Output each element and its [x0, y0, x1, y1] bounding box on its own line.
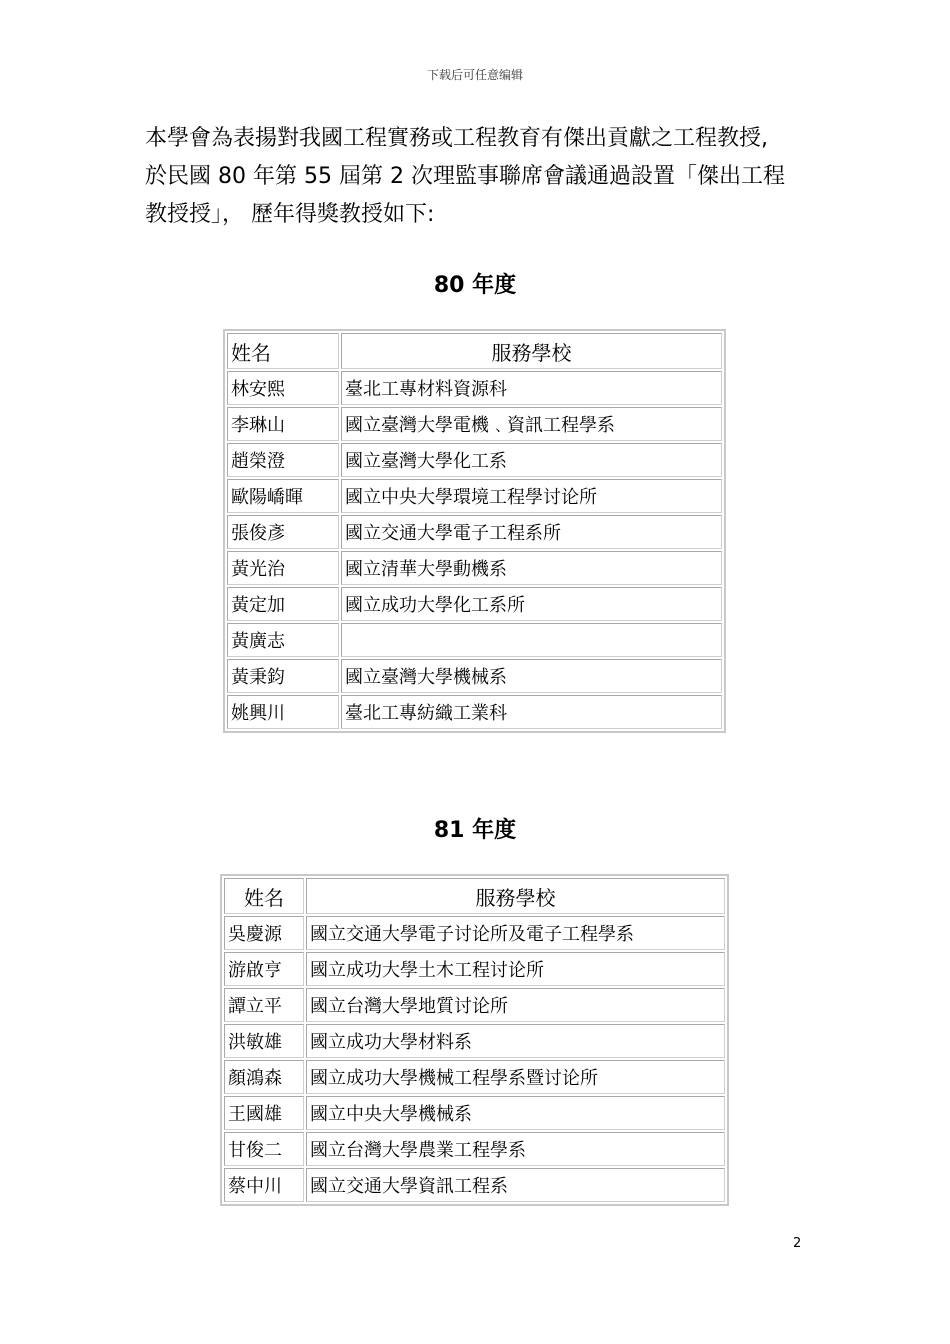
name-cell: 李琳山 [227, 407, 339, 441]
school-cell: 國立交通大學電子讨论所及電子工程學系 [306, 916, 725, 950]
name-cell: 甘俊二 [224, 1132, 304, 1166]
school-cell: 國立清華大學動機系 [341, 551, 722, 585]
name-cell: 蔡中川 [224, 1168, 304, 1202]
name-cell: 洪敏雄 [224, 1024, 304, 1058]
section-title-80: 80 年度 [433, 273, 517, 298]
table-row [224, 1168, 725, 1202]
column-header-name: 姓名 [224, 878, 304, 914]
name-cell: 吳慶源 [224, 916, 304, 950]
intro-line: 教授授」， 歷年得獎教授如下: [145, 202, 435, 227]
intro-line: 於民國 80 年第 55 屆第 2 次理監事聯席會議通過設置「傑出工程 [145, 164, 785, 189]
table-body [227, 371, 722, 729]
table-body [224, 916, 725, 1202]
table-header-row [227, 333, 722, 369]
school-cell: 國立臺灣大學化工系 [341, 443, 722, 477]
intro-line: 本學會為表揚對我國工程實務或工程教育有傑出貢獻之工程教授, [145, 126, 768, 151]
table-row [227, 587, 722, 621]
table-row [224, 1024, 725, 1058]
table-row [224, 1132, 725, 1166]
column-header-name: 姓名 [227, 333, 339, 369]
name-cell: 張俊彥 [227, 515, 339, 549]
section-title-81: 81 年度 [433, 818, 517, 843]
school-cell [341, 623, 722, 657]
table-row [224, 1060, 725, 1094]
name-cell: 黃光治 [227, 551, 339, 585]
school-cell: 國立臺灣大學電機﹑資訊工程學系 [341, 407, 722, 441]
name-cell: 黃秉鈞 [227, 659, 339, 693]
page-number: 2 [793, 1236, 802, 1251]
column-header-school: 服務學校 [341, 333, 722, 369]
name-cell: 林安熙 [227, 371, 339, 405]
name-cell: 游啟亨 [224, 952, 304, 986]
school-cell: 國立成功大學機械工程學系暨讨论所 [306, 1060, 725, 1094]
table-row [227, 623, 722, 657]
table-row [227, 407, 722, 441]
name-cell: 趙榮澄 [227, 443, 339, 477]
awards-table-80 [223, 329, 726, 733]
name-cell: 歐陽嶠暉 [227, 479, 339, 513]
name-cell: 顏鴻森 [224, 1060, 304, 1094]
table-row [227, 659, 722, 693]
school-cell: 國立成功大學化工系所 [341, 587, 722, 621]
name-cell: 譚立平 [224, 988, 304, 1022]
school-cell: 國立中央大學機械系 [306, 1096, 725, 1130]
table-row [227, 695, 722, 729]
name-cell: 王國雄 [224, 1096, 304, 1130]
table-header-row [224, 878, 725, 914]
school-cell: 國立台灣大學農業工程學系 [306, 1132, 725, 1166]
school-cell: 國立成功大學材料系 [306, 1024, 725, 1058]
school-cell: 臺北工專紡織工業科 [341, 695, 722, 729]
intro-paragraph [145, 120, 810, 234]
table-row [224, 1096, 725, 1130]
page-header: 下载后可任意编辑 [426, 68, 523, 82]
table-row [224, 952, 725, 986]
table-row [227, 515, 722, 549]
school-cell: 臺北工專材料資源科 [341, 371, 722, 405]
table-row [224, 916, 725, 950]
column-header-school: 服務學校 [306, 878, 725, 914]
school-cell: 國立交通大學電子工程系所 [341, 515, 722, 549]
table-row [227, 443, 722, 477]
school-cell: 國立交通大學資訊工程系 [306, 1168, 725, 1202]
school-cell: 國立臺灣大學機械系 [341, 659, 722, 693]
table-row [227, 371, 722, 405]
school-cell: 國立成功大學土木工程讨论所 [306, 952, 725, 986]
name-cell: 姚興川 [227, 695, 339, 729]
awards-table-81 [220, 874, 729, 1206]
name-cell: 黃廣志 [227, 623, 339, 657]
table-row [224, 988, 725, 1022]
name-cell: 黃定加 [227, 587, 339, 621]
table-row [227, 551, 722, 585]
school-cell: 國立中央大學環境工程學讨论所 [341, 479, 722, 513]
school-cell: 國立台灣大學地質讨论所 [306, 988, 725, 1022]
table-row [227, 479, 722, 513]
